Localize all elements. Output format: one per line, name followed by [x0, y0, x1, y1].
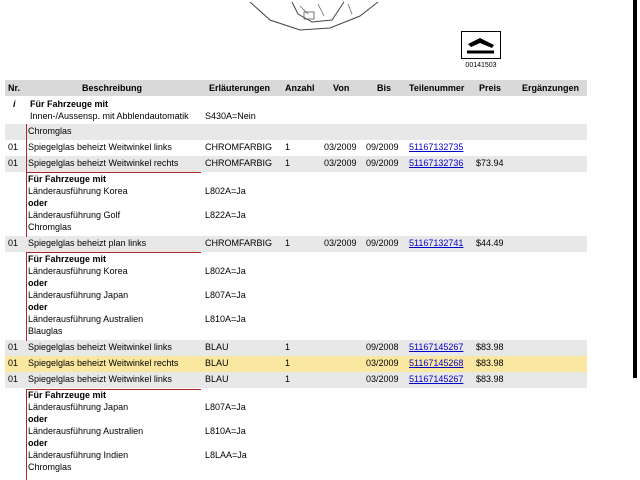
col-ergaenzungen: Ergänzungen: [522, 83, 580, 93]
part-number-link[interactable]: 51167145267: [409, 374, 464, 384]
condition-code: L8LAA=Ja: [205, 450, 247, 460]
row-description: Spiegelglas beheizt Weitwinkel links: [28, 342, 172, 352]
row-to: 03/2009: [366, 374, 399, 384]
row-note: BLAU: [205, 342, 229, 352]
row-qty: 1: [285, 358, 291, 368]
group-marker: [26, 253, 27, 341]
part-number-link[interactable]: 51167132741: [409, 238, 464, 248]
condition-line: Länderausführung Australien: [28, 314, 144, 324]
condition-code: L810A=Ja: [205, 426, 246, 436]
group-marker: [26, 252, 201, 253]
row-to: 03/2009: [366, 358, 399, 368]
image-number: 00141503: [465, 62, 497, 69]
condition-title: Für Fahrzeuge mit: [28, 254, 107, 264]
condition-block: [5, 172, 587, 236]
row-nr: 01: [8, 374, 19, 384]
info-row: [5, 96, 587, 124]
row-to: 09/2008: [366, 342, 399, 352]
condition-title: Für Fahrzeuge mit: [28, 390, 107, 400]
mirror-glass-icon: [462, 32, 500, 58]
row-description: Spiegelglas beheizt Weitwinkel links: [28, 374, 172, 384]
condition-line: Länderausführung Golf: [28, 210, 121, 220]
group-marker: [26, 124, 27, 172]
row-from: 03/2009: [324, 238, 357, 248]
row-to: 09/2009: [366, 158, 399, 168]
condition-or: oder: [28, 198, 48, 208]
parts-table: [5, 80, 587, 478]
group-label-row: [5, 124, 587, 140]
row-qty: 1: [285, 142, 291, 152]
scrollbar[interactable]: [633, 0, 637, 378]
row-note: CHROMFARBIG: [205, 158, 273, 168]
parts-diagram-illustration: [240, 0, 380, 36]
row-to: 09/2009: [366, 142, 399, 152]
table-row[interactable]: [5, 140, 587, 156]
row-qty: 1: [285, 158, 291, 168]
group-marker: [26, 389, 201, 390]
info-subtitle: Innen-/Aussensp. mit Abblendautomatik: [30, 111, 189, 121]
condition-line: Länderausführung Japan: [28, 402, 129, 412]
condition-code: L802A=Ja: [205, 186, 246, 196]
row-qty: 1: [285, 374, 291, 384]
row-price: $83.98: [476, 342, 504, 352]
row-nr: 01: [8, 142, 19, 152]
col-von: Von: [333, 83, 350, 93]
row-nr: 01: [8, 342, 19, 352]
condition-code: L810A=Ja: [205, 314, 246, 324]
row-price: $44.49: [476, 238, 504, 248]
condition-line: Länderausführung Australien: [28, 426, 144, 436]
condition-block: [5, 252, 587, 340]
group-marker: [26, 173, 27, 237]
condition-code: L807A=Ja: [205, 402, 246, 412]
info-code: S430A=Nein: [205, 111, 256, 121]
row-description: Spiegelglas beheizt Weitwinkel rechts: [28, 158, 179, 168]
row-note: CHROMFARBIG: [205, 142, 273, 152]
info-icon: i: [13, 99, 16, 109]
row-price: $83.98: [476, 374, 504, 384]
row-note: BLAU: [205, 358, 229, 368]
row-price: $73.94: [476, 158, 504, 168]
condition-code: L802A=Ja: [205, 266, 246, 276]
part-number-link[interactable]: 51167145267: [409, 342, 464, 352]
part-number-link[interactable]: 51167145268: [409, 358, 464, 368]
condition-code: L807A=Ja: [205, 290, 246, 300]
table-row[interactable]: [5, 156, 587, 172]
row-from: 03/2009: [324, 158, 357, 168]
table-header: [5, 80, 587, 96]
row-description: Spiegelglas beheizt Weitwinkel rechts: [28, 358, 179, 368]
group-label: Chromglas: [28, 126, 72, 136]
condition-code: L822A=Ja: [205, 210, 246, 220]
row-to: 09/2009: [366, 238, 399, 248]
col-bis: Bis: [377, 83, 392, 93]
row-qty: 1: [285, 342, 291, 352]
condition-line: Länderausführung Indien: [28, 450, 129, 460]
condition-block: [5, 388, 587, 478]
image-number-badge[interactable]: [461, 31, 501, 69]
condition-title: Für Fahrzeuge mit: [28, 174, 107, 184]
row-note: BLAU: [205, 374, 229, 384]
col-preis: Preis: [479, 83, 502, 93]
row-nr: 01: [8, 238, 19, 248]
condition-glass: Chromglas: [28, 462, 72, 472]
row-from: 03/2009: [324, 142, 357, 152]
table-row[interactable]: [5, 372, 587, 388]
condition-glass: Blauglas: [28, 326, 63, 336]
group-marker: [26, 172, 201, 173]
group-marker: [26, 390, 27, 480]
condition-or: oder: [28, 302, 48, 312]
info-title: Für Fahrzeuge mit: [30, 99, 109, 109]
table-row-highlighted[interactable]: [5, 356, 587, 372]
row-price: $83.98: [476, 358, 504, 368]
row-nr: 01: [8, 158, 19, 168]
image-thumbnail[interactable]: [461, 31, 501, 59]
row-qty: 1: [285, 238, 291, 248]
col-teilenummer: Teilenummer: [409, 83, 465, 93]
part-number-link[interactable]: 51167132736: [409, 158, 464, 168]
col-anzahl: Anzahl: [285, 83, 315, 93]
condition-glass: Chromglas: [28, 222, 72, 232]
part-number-link[interactable]: 51167132735: [409, 142, 464, 152]
col-nr: Nr.: [8, 83, 21, 93]
row-note: CHROMFARBIG: [205, 238, 273, 248]
table-row[interactable]: [5, 340, 587, 356]
condition-or: oder: [28, 438, 48, 448]
col-erlaeuterungen: Erläuterungen: [209, 83, 271, 93]
table-row[interactable]: [5, 236, 587, 252]
condition-line: Länderausführung Japan: [28, 290, 129, 300]
condition-line: Länderausführung Korea: [28, 266, 128, 276]
col-beschreibung: Beschreibung: [82, 83, 143, 93]
condition-line: Länderausführung Korea: [28, 186, 128, 196]
condition-or: oder: [28, 278, 48, 288]
row-description: Spiegelglas beheizt Weitwinkel links: [28, 142, 172, 152]
row-nr: 01: [8, 358, 19, 368]
condition-or: oder: [28, 414, 48, 424]
row-description: Spiegelglas beheizt plan links: [28, 238, 147, 248]
